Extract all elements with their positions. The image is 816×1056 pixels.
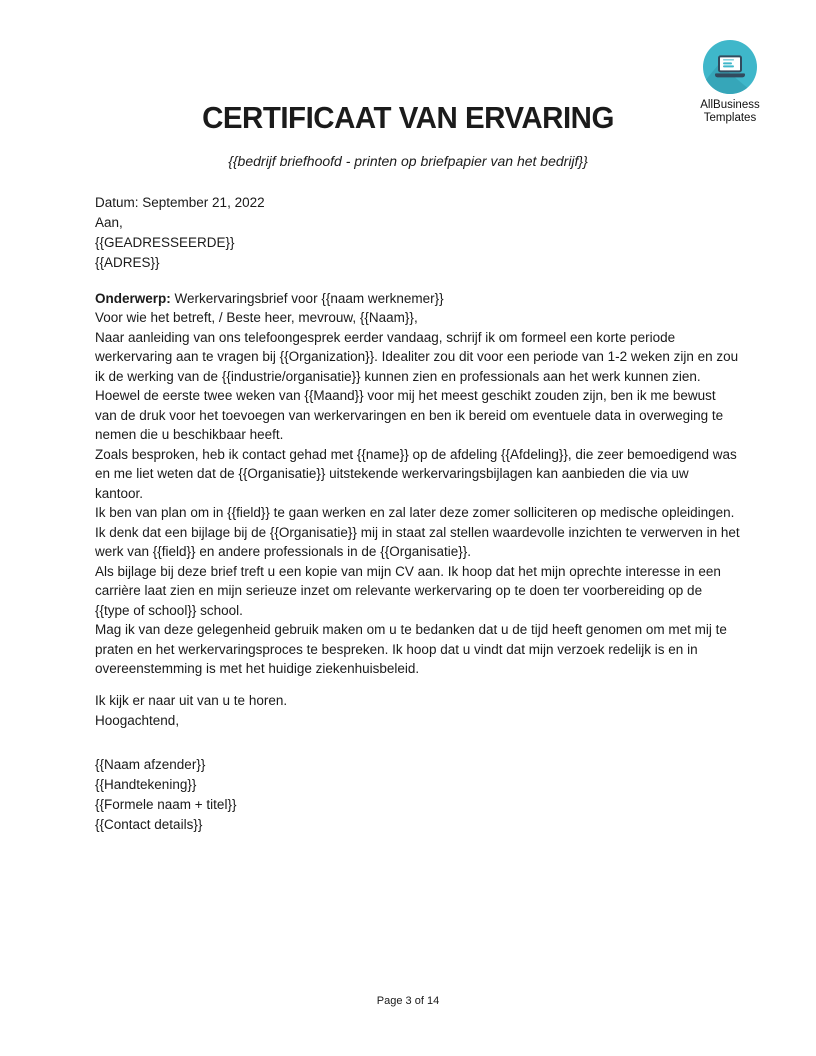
signature-line: {{Contact details}} — [95, 816, 203, 832]
signature-line: {{Formele naam + titel}} — [95, 796, 237, 812]
laptop-icon — [703, 40, 757, 94]
subject-label: Onderwerp: — [95, 290, 171, 306]
laptop-base — [715, 73, 745, 77]
logo-text-line1: AllBusiness — [700, 99, 760, 111]
recipient-block — [95, 213, 740, 273]
logo-text-line2: Templates — [703, 112, 757, 124]
document-title: CERTIFICAAT VAN ERVARING — [202, 100, 614, 135]
recipient-line: Aan, — [95, 214, 123, 230]
laptop-glyph — [715, 55, 745, 77]
signature-line: {{Handtekening}} — [95, 776, 197, 792]
signature-block — [95, 755, 740, 835]
paragraph: Mag ik van deze gelegenheid gebruik maken om u te bedanken dat u de tijd heeft genomen om met mij te praten en het werkervaringsproces te bespreken. Ik hoop dat u vindt dat mijn verzoek redelijk is en in overeenstemming is met het huidige ziekenhuisbeleid. — [95, 622, 727, 676]
closing-block — [95, 691, 740, 731]
signature-line: {{Naam afzender}} — [95, 756, 206, 772]
letterhead-placeholder: {{bedrijf briefhoofd - printen op briefpapier van het bedrijf}} — [228, 153, 588, 169]
paragraph: Naar aanleiding van ons telefoongesprek eerder vandaag, schrijf ik om formeel een korte periode werkervaring aan te vragen bij {{Organization}}. Idealiter zou dit voor een periode van 1-2 weken zijn en zou ik de werking van de {{industrie/organisatie}} kunnen zien en professionals aan het werk kunnen zien. — [95, 329, 739, 384]
page-number: Page 3 of 14 — [376, 995, 440, 1007]
paragraph: Ik ben van plan om in {{field}} te gaan werken en zal later deze zomer solliciteren op medische opleidingen. Ik denk dat een bijlage bij de {{Organisatie}} mij in staat zal stellen waardevolle inzichten te verwerven in het werk van {{field}} en andere professionals in de {{Organisatie}}. — [95, 505, 740, 559]
recipient-line: {{GEADRESSEERDE}} — [95, 234, 235, 250]
letter-paragraphs — [95, 328, 740, 679]
closing-line: Ik kijk er naar uit van u te horen. — [95, 692, 288, 708]
recipient-line: {{ADRES}} — [95, 254, 160, 270]
paragraph: Hoewel de eerste twee weken van {{Maand}} voor mij het meest geschikt zouden zijn, ben ik me bewust van de druk voor het toevoegen van werkervaringen en ben ik bereid om eventuele data in overweging te nemen die u beschikbaar heeft. — [95, 388, 724, 442]
date-line: Datum: September 21, 2022 — [95, 195, 265, 210]
paragraph: Zoals besproken, heb ik contact gehad met {{name}} op de afdeling {{Afdeling}}, die zeer bemoedigend was en me liet weten dat de {{Organisatie}} uitstekende werkervaringsbijlagen kan aanbieden die via uw kantoor. — [95, 446, 737, 501]
subject-text: Werkervaringsbrief voor {{naam werknemer}} — [170, 290, 444, 306]
paragraph: Als bijlage bij deze brief treft u een kopie van mijn CV aan. Ik hoop dat het mijn oprechte interesse in een carrière laat zien en mijn serieuze inzet om relevante werkervaring op te doen ter voorbereiding op de {{type of school}} school. — [95, 563, 721, 618]
laptop-screen — [718, 55, 742, 72]
salutation: Voor wie het betreft, / Beste heer, mevrouw, {{Naam}}, — [95, 310, 418, 325]
closing-line: Hoogachtend, — [95, 712, 180, 728]
subject-line — [95, 289, 740, 309]
letter-body — [95, 193, 740, 835]
